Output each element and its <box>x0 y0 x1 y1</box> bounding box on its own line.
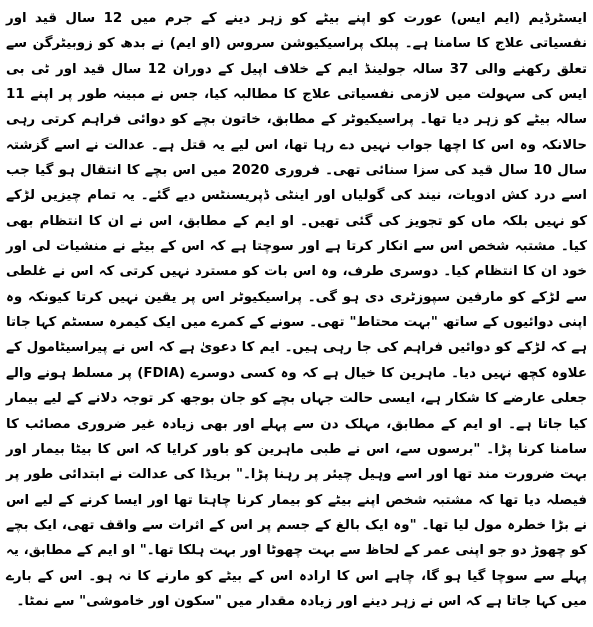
article-body: ایسٹرڈیم (ایم ایس) عورت کو اپنے بیٹے کو زہر دینے کے جرم میں 12 سال قید اور نفسیاتی علاج کا سامنا ہے۔ پبلک پراسیکیوشن سروس (او ایم) نے بدھ کو زوبیٹرگن سے تعلق رکھنے والی 37 سالہ جولینڈ ایم کے خلاف اپیل کے دوران 12 سال قید اور ٹی بی ایس کی سہولت میں لازمی نفسیاتی علاج کا مطالبہ کیا، جس نے مبینہ طور پر اپنے 11 سالہ بیٹے کو زہر دیا تھا۔ پراسیکیوٹر کے مطابق، خاتون بچے کو دوائی فراہم کرتی رہی حالانکہ وہ اس کا اچھا جواب نہیں دے رہا تھا، اس لیے یہ قتل ہے۔ عدالت نے اسے گزشتہ سال 10 سال قید کی سزا سنائی تھی۔ فروری 2020 میں اس بچے کا انتقال ہو گیا جب اسے درد کش ادویات، نیند کی گولیاں اور اینٹی ڈپریسنٹس دیے گئے۔ یہ تمام چیزیں لڑکے کو نہیں بلکہ ماں کو تجویز کی گئی تھیں۔ او ایم کے مطابق، اس نے ان کا انتظام بھی کیا۔ مشتبہ شخص اس سے انکار کرتا ہے اور سوچتا ہے کہ اس کے بیٹے نے منشیات لی اور خود ان کا انتظام کیا۔ دوسری طرف، وہ اس بات کو مسترد نہیں کرتی کہ اس نے غلطی سے لڑکے کو مارفین سپوزٹری دی ہو گی۔ پراسیکیوٹر اس پر یقین نہیں کرتا کیونکہ وہ اپنی دوائیوں کے ساتھ "بہت محتاط" تھی۔ سونے کے کمرے میں ایک کیمرہ سسٹم کہا جاتا ہے کہ لڑکے کو دوائیں فراہم کی جا رہی ہیں۔ ایم کا دعویٰ ہے کہ اس نے پیراسیٹامول کے علاوہ کچھ نہیں دیا۔ ماہرین کا خیال ہے کہ وہ کسی دوسرے (FDIA) پر مسلط ہونے والے جعلی عارضے کا شکار ہے، ایسی حالت جہاں بچے کو جان بوجھ کر توجہ دلانے کے لیے بیمار کیا جاتا ہے۔ او ایم کے مطابق، مہلک دن سے پہلے اور بھی زیادہ غیر ضروری مصائب کا سامنا کرنا پڑا۔ "برسوں سے، اس نے طبی ماہرین کو باور کرایا کہ اس کا بیٹا بیمار اور بہت ضرورت مند تھا اور اسے وہیل چیئر پر رہنا پڑا۔" بریڈا کی عدالت نے ابتدائی طور پر فیصلہ دیا تھا کہ مشتبہ شخص اپنے بیٹے کو بیمار کرنا چاہتا تھا اور ایسا کرنے کے لیے اس نے بڑا خطرہ مول لیا تھا۔ "وہ ایک بالغ کے جسم پر اس کے اثرات سے واقف تھی، ایک بچے کو چھوڑ دو جو اپنی عمر کے لحاظ سے بہت چھوٹا اور بہت ہلکا تھا۔" او ایم کے مطابق، یہ پہلے سے سوچا گیا ہو گا، چاہے اس کا ارادہ اس کے بیٹے کو مارنے کا نہ ہو۔ اس کے بارے میں کہا جاتا ہے کہ اس نے زہر دینے اور زیادہ مقدار میں "سکون اور خاموشی" سے نمٹا۔ <box>6 11 587 609</box>
